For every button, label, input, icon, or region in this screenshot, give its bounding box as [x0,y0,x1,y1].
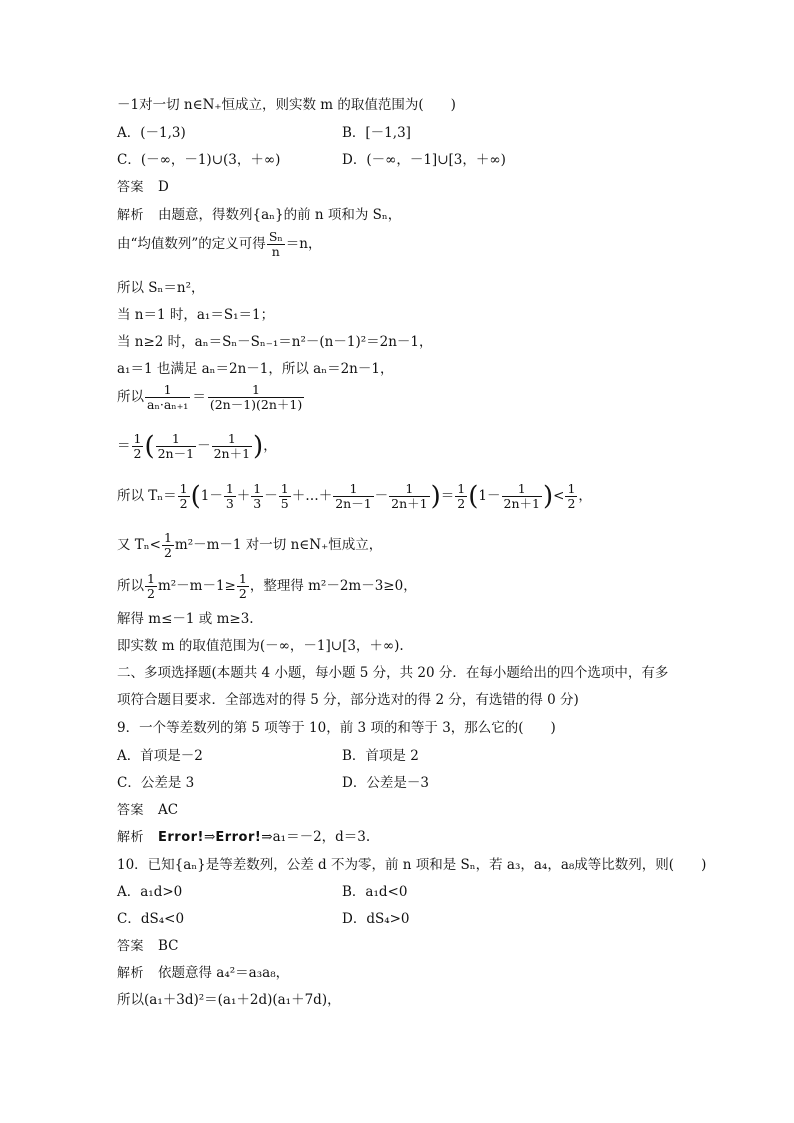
arrow: ⇒ [204,829,216,845]
text: 又 Tₙ< [117,537,161,553]
paren: ( [190,481,201,512]
denominator: 2n－1 [157,446,195,461]
option-a: A．a₁d>0 [117,884,183,900]
solution-line [117,828,370,847]
denominator: 3 [253,496,262,511]
numerator: 1 [457,481,466,496]
fraction [279,482,291,511]
paren: ) [542,481,554,512]
numerator: 1 [133,431,142,446]
text-line: 所以(a₁＋3d)²＝(a₁＋2d)(a₁＋7d)， [117,992,341,1008]
plus: ＋ [236,488,251,504]
numerator: 1 [502,482,542,497]
text-line: 当 n≥2 时，aₙ＝Sₙ－Sₙ₋₁＝n²－(n－1)²＝2n－1， [117,334,433,350]
solution-line [117,206,401,225]
option-c: C．dS₄<0 [117,911,185,927]
minus: － [374,488,389,504]
denominator: 2n＋1 [503,496,540,511]
numerator: 1 [389,482,429,497]
option-a: A．(－1,3) [117,125,186,141]
fraction [333,482,373,511]
fraction [208,383,304,412]
term: 1 [478,488,487,504]
option-c: C．(－∞，－1)∪(3，＋∞) [117,152,281,168]
formula-line-tn-again [117,531,382,560]
numerator: 1 [163,530,172,545]
option-b: B．[－1,3] [342,125,411,141]
solution-line [117,964,289,983]
ellipsis: ＋…＋ [291,488,333,504]
numerator: 1 [280,481,289,496]
fraction [145,572,157,601]
text: 由“均值数列”的定义可得 [117,236,266,252]
denominator: 2 [238,586,247,601]
answer-line [117,937,179,956]
formula-line-split [117,432,277,461]
numerator: 1 [238,571,247,586]
minus: － [487,488,501,504]
fraction [267,230,285,259]
option-d: D．公差是－3 [342,775,429,791]
numerator: Sₙ [268,229,283,244]
solution-text: ⇒a₁＝－2，d＝3. [261,829,371,845]
text: m²－m－1≥ [157,578,236,594]
option-b: B．首项是 2 [342,748,419,764]
denominator: 2 [147,586,155,601]
option-d: D．dS₄>0 [342,911,410,927]
answer-line [117,178,169,197]
text-line: 当 n＝1 时，a₁＝S₁＝1； [117,307,275,323]
option-c: C．公差是 3 [117,775,195,791]
answer-label: 答案 [117,939,145,954]
numerator: 1 [333,482,373,497]
numerator: 1 [145,383,190,398]
equals: ＝ [117,438,131,454]
fraction [389,482,429,511]
solution-label: 解析 [117,208,145,223]
denominator: aₙ·aₙ₊₁ [147,397,189,412]
numerator: 1 [225,481,234,496]
denominator: 2 [457,496,466,511]
error-token: Error! [215,830,262,845]
text: 所以 [117,578,144,594]
numerator: 1 [156,432,196,447]
comma: ， [263,438,277,454]
question-10: 10．已知{aₙ}是等差数列，公差 d 不为零，前 n 项和是 Sₙ，若 a₃，a₄，a₈成等比数列，则( ) [117,857,707,873]
denominator: 5 [280,496,289,511]
solution-label: 解析 [117,830,145,845]
paren: ) [430,481,441,512]
fraction [251,482,263,511]
comma: ， [578,488,592,504]
section-heading-cont: 项符合题目要求．全部选对的得 5 分，部分选对的得 2 分，有选错的得 0 分) [117,692,579,708]
fraction [565,482,577,511]
option-b: B．a₁d<0 [342,884,408,900]
fraction [145,383,190,412]
paren: ( [468,481,479,512]
term: 1 [200,488,210,504]
formula-line-so [117,383,305,412]
paren: ( [144,431,155,462]
text: 所以 [117,389,144,405]
error-token: Error! [158,830,204,845]
minus: － [209,488,223,504]
denominator: 2n＋1 [213,446,251,461]
minus: － [197,438,211,454]
numerator: 1 [567,481,576,496]
section-heading: 二、多项选择题(本题共 4 小题，每小题 5 分，共 20 分．在每小题给出的四个选项中，有多 [117,665,669,681]
fraction [237,572,249,601]
text: ，整理得 m²－2m－3≥0， [249,578,417,594]
formula-line-avg [117,230,322,259]
solution-text: 由题意，得数列{aₙ}的前 n 项和为 Sₙ， [158,207,402,223]
solution-label: 解析 [117,966,145,981]
denominator: 3 [225,496,234,511]
text: ＝n， [285,236,322,252]
text-line: 解得 m≤－1 或 m≥3. [117,611,254,627]
less-than: < [553,488,565,504]
numerator: 1 [179,481,188,496]
paren: ) [253,431,264,462]
denominator: 2 [567,496,576,511]
text: m²－m－1 对一切 n∈N₊恒成立， [174,537,383,553]
numerator: 1 [212,432,252,447]
minus: － [264,488,278,504]
denominator: 2 [133,446,142,461]
fraction [132,432,144,461]
text: 所以 Tₙ＝ [117,488,177,504]
fraction [455,482,467,511]
fraction [162,531,174,560]
denominator: 2n＋1 [391,496,428,511]
fraction [156,432,196,461]
option-d: D．(－∞，－1]∪[3，＋∞) [342,152,506,168]
denominator: 2n－1 [335,496,372,511]
fraction [224,482,236,511]
denominator: 2 [179,496,188,511]
denominator: 2 [163,545,172,560]
fraction [212,432,252,461]
answer-line [117,801,178,820]
numerator: 1 [253,481,262,496]
option-a: A．首项是－2 [117,748,203,764]
text-line: a₁＝1 也满足 aₙ＝2n－1，所以 aₙ＝2n－1， [117,361,394,377]
fraction [178,482,190,511]
text-line: 所以 Sₙ＝n²， [117,280,205,296]
solution-text: 依题意得 a₄²＝a₃a₈， [158,965,290,981]
formula-line-tn [117,482,592,511]
answer-label: 答案 [117,180,145,195]
denominator: (2n－1)(2n＋1) [209,397,303,412]
question-9: 9．一个等差数列的第 5 项等于 10，前 3 项的和等于 3，那么它的( ) [117,720,556,736]
numerator: 1 [208,383,304,398]
equals: ＝ [440,488,455,504]
answer-value: BC [158,938,179,954]
denominator: n [271,244,280,259]
numerator: 1 [147,571,155,586]
answer-value: D [158,179,169,195]
formula-line-ineq [117,572,417,601]
text-line: 即实数 m 的取值范围为(－∞，－1]∪[3，＋∞). [117,638,404,654]
equals: ＝ [192,389,206,405]
text-line: －1对一切 n∈N₊恒成立，则实数 m 的取值范围为( ) [117,97,456,113]
answer-value: AC [158,802,179,818]
answer-label: 答案 [117,803,145,818]
fraction [502,482,542,511]
